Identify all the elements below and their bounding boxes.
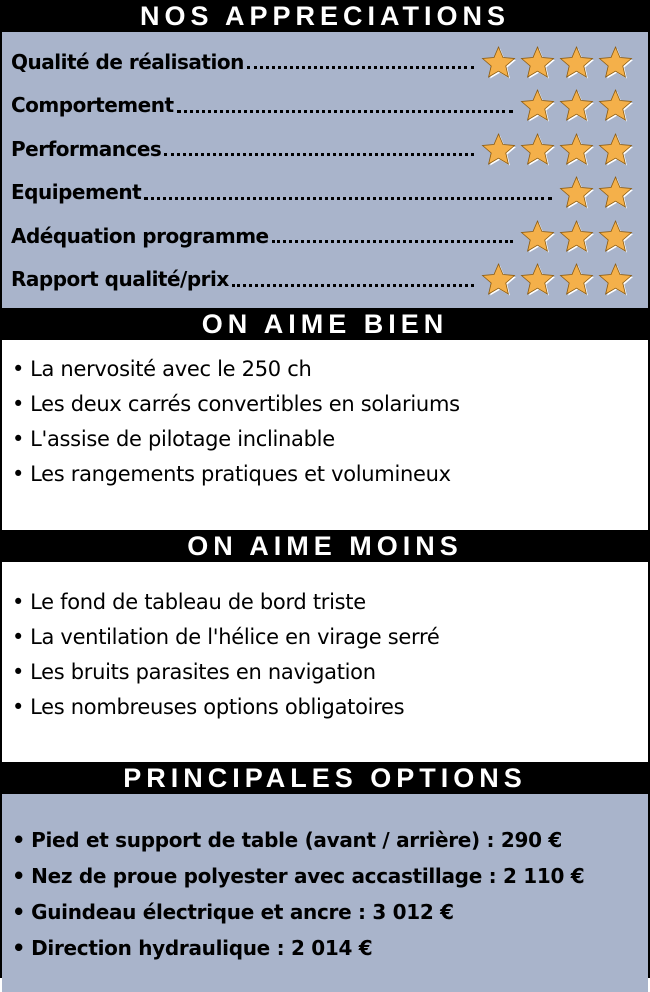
list-item (12, 930, 648, 966)
star-icon (597, 45, 634, 79)
dislikes-section (2, 562, 648, 762)
list-item (12, 584, 648, 619)
list-item-text: L'assise de pilotage inclinable (30, 426, 335, 451)
bullet-icon: • (12, 864, 26, 888)
star-icon (558, 88, 595, 122)
list-item (12, 822, 648, 858)
star-icon (558, 45, 595, 79)
star-icon (558, 262, 595, 296)
appreciations-section (2, 32, 648, 308)
bullet-icon: • (12, 589, 25, 614)
list-item (12, 689, 648, 724)
rating-row (2, 214, 648, 258)
bullet-icon: • (12, 694, 25, 719)
star-icon (519, 88, 556, 122)
star-icon (558, 219, 595, 253)
rating-label: Adéquation programme (11, 223, 269, 248)
dotted-leader (164, 153, 474, 156)
rating-row (2, 258, 648, 302)
star-icon (480, 132, 517, 166)
list-item-text: Guindeau électrique et ancre : 3 012 € (31, 900, 454, 924)
star-icon (597, 88, 634, 122)
star-icon (597, 262, 634, 296)
star-rating (519, 219, 634, 253)
bullet-icon: • (12, 659, 25, 684)
list-item-text: La nervosité avec le 250 ch (30, 356, 312, 381)
bullet-icon: • (12, 426, 25, 451)
star-icon (597, 175, 634, 209)
rating-row (2, 40, 648, 84)
dotted-leader (247, 66, 474, 69)
appreciations-header: NOS APPRECIATIONS (2, 0, 648, 32)
list-item-text: Nez de proue polyester avec accastillage : 2 110 € (31, 864, 585, 888)
bullet-icon: • (12, 828, 26, 852)
list-item-text: Les nombreuses options obligatoires (30, 694, 405, 719)
list-item-text: La ventilation de l'hélice en virage serré (30, 624, 440, 649)
star-rating (480, 45, 634, 79)
list-item (12, 456, 648, 491)
bullet-icon: • (12, 900, 26, 924)
dotted-leader (272, 240, 513, 243)
bullet-icon: • (12, 461, 25, 486)
rating-row (2, 127, 648, 171)
rating-label: Performances (11, 136, 162, 161)
bullet-icon: • (12, 356, 25, 381)
options-header: PRINCIPALES OPTIONS (2, 762, 648, 794)
list-item-text: Le fond de tableau de bord triste (30, 589, 366, 614)
star-icon (519, 132, 556, 166)
list-item-text: Les bruits parasites en navigation (30, 659, 376, 684)
star-icon (558, 175, 595, 209)
list-item (12, 858, 648, 894)
list-item-text: Les rangements pratiques et volumineux (30, 461, 451, 486)
list-item-text: Pied et support de table (avant / arrière) : 290 € (31, 828, 563, 852)
star-rating (480, 262, 634, 296)
star-rating (558, 175, 634, 209)
list-item (12, 619, 648, 654)
rating-row (2, 171, 648, 215)
rating-label: Comportement (11, 93, 174, 118)
dotted-leader (144, 197, 552, 200)
star-icon (597, 219, 634, 253)
list-item-text: Direction hydraulique : 2 014 € (31, 936, 373, 960)
list-item (12, 421, 648, 456)
options-section (2, 794, 648, 992)
star-rating (480, 132, 634, 166)
star-icon (519, 219, 556, 253)
likes-header: ON AIME BIEN (2, 308, 648, 340)
star-icon (558, 132, 595, 166)
list-item (12, 894, 648, 930)
dotted-leader (177, 110, 513, 113)
rating-label: Equipement (11, 180, 142, 205)
bullet-icon: • (12, 391, 25, 416)
list-item (12, 654, 648, 689)
list-item (12, 351, 648, 386)
bullet-icon: • (12, 936, 26, 960)
list-item (12, 386, 648, 421)
rating-label: Rapport qualité/prix (11, 267, 229, 292)
star-icon (519, 45, 556, 79)
bullet-icon: • (12, 624, 25, 649)
dotted-leader (232, 284, 474, 287)
star-icon (519, 262, 556, 296)
dislikes-header: ON AIME MOINS (2, 530, 648, 562)
star-icon (597, 132, 634, 166)
star-icon (480, 45, 517, 79)
likes-section (2, 340, 648, 530)
list-item-text: Les deux carrés convertibles en solariums (30, 391, 460, 416)
star-icon (480, 262, 517, 296)
star-rating (519, 88, 634, 122)
rating-label: Qualité de réalisation (11, 49, 244, 74)
rating-row (2, 84, 648, 128)
